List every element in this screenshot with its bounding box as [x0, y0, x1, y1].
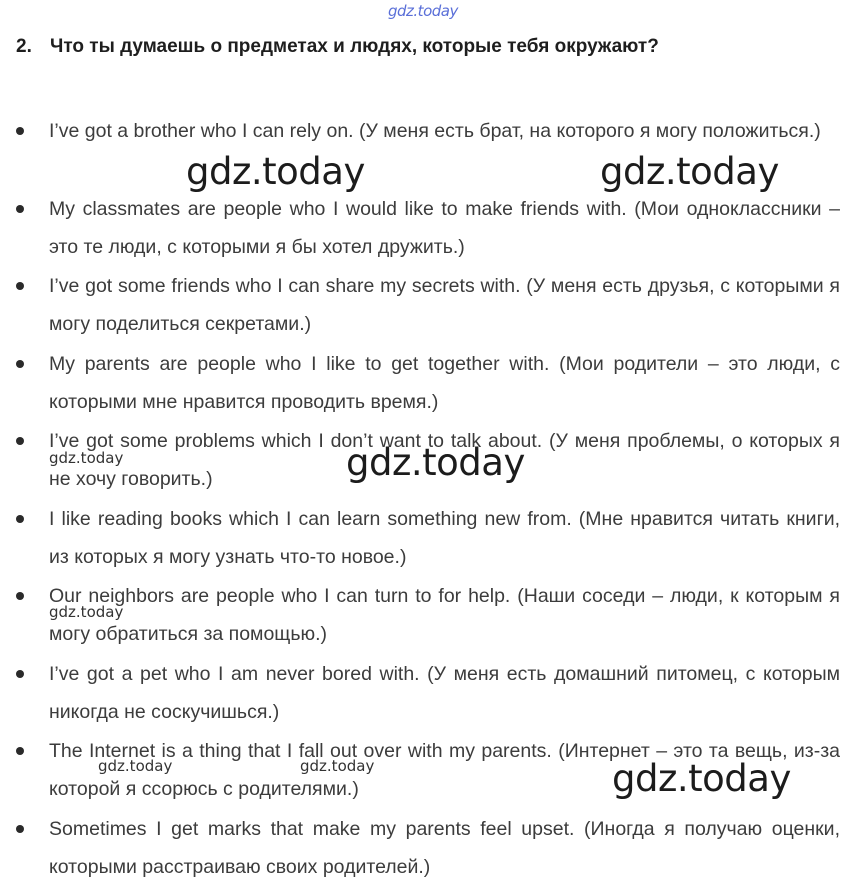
task-question: Что ты думаешь о предметах и людях, которые тебя окружают?	[50, 36, 659, 57]
list-item	[0, 267, 859, 345]
bullet-icon	[16, 747, 24, 755]
watermark: gdz.today	[186, 150, 365, 193]
item-text: My classmates are people who I would like to make friends with. (Мои одноклассники – это те люди, с которыми я бы хотел дружить.)	[49, 197, 840, 258]
item-text: I’ve got a brother who I can rely on. (У меня есть брат, на которого я могу положиться.)	[49, 120, 821, 142]
answer-list	[0, 112, 859, 887]
list-item	[0, 345, 859, 423]
item-text: My parents are people who I like to get together with. (Мои родители – это люди, с которыми мне нравится проводить время.)	[49, 352, 840, 413]
list-item	[0, 422, 859, 500]
bullet-icon	[16, 282, 24, 290]
bullet-icon	[16, 670, 24, 678]
watermark: gdz.today	[300, 757, 375, 775]
bullet-icon	[16, 127, 24, 135]
item-text: I like reading books which I can learn something new from. (Мне нравится читать книги, из которых я могу узнать что-то новое.)	[49, 507, 840, 568]
list-item	[0, 655, 859, 733]
list-item	[0, 732, 859, 810]
watermark: gdz.today	[346, 441, 525, 484]
list-item	[0, 190, 859, 268]
item-text: I’ve got some problems which I don’t want to talk about. (У меня проблемы, о которых я не хочу говорить.)	[49, 430, 840, 490]
watermark: gdz.today	[98, 757, 173, 775]
item-text: The Internet is a thing that I fall out over with my parents. (Интернет – это та вещь, из-за которой я ссорюсь с родителями.)	[49, 740, 840, 800]
item-text: Sometimes I get marks that make my parents feel upset. (Иногда я получаю оценки, которыми расстраиваю своих родителей.)	[49, 817, 840, 878]
top-watermark: gdz.today	[388, 2, 458, 20]
watermark: gdz.today	[600, 150, 779, 193]
bullet-icon	[16, 437, 24, 445]
item-text: I’ve got some friends who I can share my secrets with. (У меня есть друзья, с которыми я могу поделиться секретами.)	[49, 275, 840, 335]
list-item	[0, 810, 859, 888]
task-number: 2.	[16, 36, 32, 57]
list-item	[0, 577, 859, 655]
list-item	[0, 112, 859, 190]
item-text: Our neighbors are people who I can turn to for help. (Наши соседи – люди, к которым я могу обратиться за помощью.)	[49, 585, 840, 645]
watermark: gdz.today	[49, 449, 124, 467]
item-text: I’ve got a pet who I am never bored with. (У меня есть домашний питомец, с которым никогда не соскучишься.)	[49, 662, 840, 723]
bullet-icon	[16, 205, 24, 213]
bullet-icon	[16, 592, 24, 600]
watermark: gdz.today	[49, 603, 124, 621]
task-heading	[16, 36, 659, 58]
bullet-icon	[16, 825, 24, 833]
list-item	[0, 500, 859, 578]
bullet-icon	[16, 360, 24, 368]
bullet-icon	[16, 515, 24, 523]
watermark: gdz.today	[612, 757, 791, 800]
